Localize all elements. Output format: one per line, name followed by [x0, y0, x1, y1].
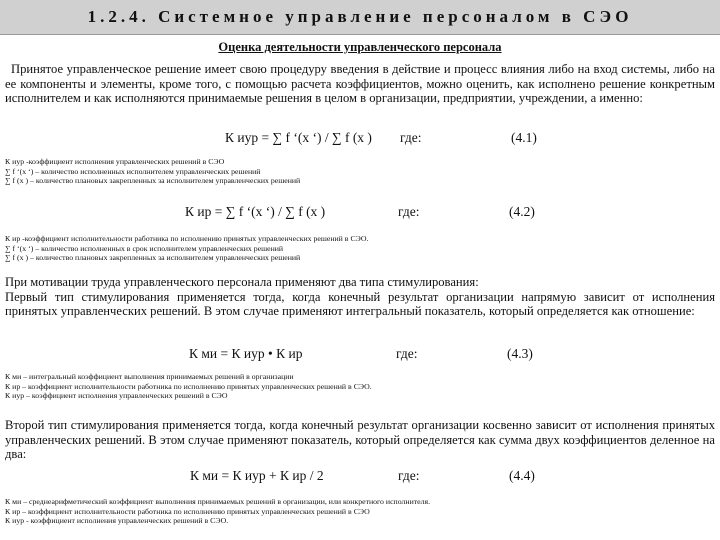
formula-4-3 — [0, 346, 720, 362]
formula-where: где: — [396, 346, 418, 361]
intro-paragraph: Принятое управленческое решение имеет свою процедуру введения в действие и процесс влияния либо на вход системы, либо на ее компоненты и элементы, кроме того, с помощью расчета коэффициентов, можно оценить, как исполнено решение конкретным исполнителем и как исполняются принимаемые решения в целом в организации, предприятии, учреждении, а именно: — [5, 62, 715, 106]
definition-line: К иур – коэффициент исполнения управленческих решений в СЭО — [5, 391, 228, 401]
definitions-4-2 — [5, 234, 715, 263]
formula-number: (4.2) — [509, 204, 535, 219]
definition-line: К иур -коэффициент исполнения управленческих решений в СЭО — [5, 157, 225, 166]
formula-where: где: — [398, 204, 420, 219]
definition-line: К ир – коэффициент исполнительности работника по исполнению принятых управленческих решений в СЭО — [5, 506, 370, 516]
definition-line: К ми – интегральный коэффициент выполнения принимаемых решений в организации — [5, 372, 294, 381]
formula-number: (4.4) — [509, 468, 535, 483]
formula-4-1 — [0, 130, 720, 146]
second-type-paragraph: Второй тип стимулирования применяется тогда, когда конечный результат организации косвенно зависит от исполнения принятых управленческих решений. В этом случае применяют показатель, который определяется как сумма двух коэффициентов деленное на два: — [5, 418, 715, 462]
definition-line: К иур - коэффициент исполнения управленческих решений в СЭО. — [5, 516, 229, 526]
formula-expression: К ми = К иур + К ир / 2 — [190, 468, 324, 483]
definition-line: ∑ f ‘(x ‘) – количество исполненных в срок исполнителем управленческих решений — [5, 243, 284, 253]
formula-number: (4.3) — [507, 346, 533, 361]
definition-line: К ир – коэффициент исполнительности работника по исполнению принятых управленческих решений в СЭО. — [5, 381, 372, 391]
formula-expression: К ир = ∑ f ‘(x ‘) / ∑ f (x ) — [185, 204, 326, 219]
formula-number: (4.1) — [511, 130, 537, 145]
formula-where: где: — [400, 130, 422, 145]
formula-expression: К иур = ∑ f ‘(x ‘) / ∑ f (x ) — [225, 130, 372, 145]
definition-line: ∑ f ‘(x ‘) – количество исполненных исполнителем управленческих решений — [5, 166, 261, 176]
formula-4-4 — [0, 468, 720, 484]
formula-4-2 — [0, 204, 720, 220]
definition-line: ∑ f (x ) – количество плановых закрепленных за исполнителем управленческих решений — [5, 176, 301, 186]
definition-line: К ми – среднеарифметический коэффициент выполнения принимаемых решений в организации, или конкретного исполнителя. — [5, 497, 431, 506]
definitions-4-4 — [5, 497, 715, 526]
definition-line: К ир -коэффициент исполнительности работника по исполнению принятых управленческих решений в СЭО. — [5, 234, 369, 243]
formula-expression: К ми = К иур • К ир — [189, 346, 303, 361]
page-title: 1.2.4. Системное управление персоналом в СЭО — [87, 7, 633, 26]
definitions-4-3 — [5, 372, 715, 401]
motivation-paragraph: При мотивации труда управленческого персонала применяют два типа стимулирования: Первый тип стимулирования применяется тогда, когда конечный результат организации напрямую зависит от исполнения принятых управленческих решений. В этом случае применяют интегральный показатель, который определяется как отношение: — [5, 275, 715, 319]
formula-where: где: — [398, 468, 420, 483]
section-subtitle: Оценка деятельности управленческого персонала — [218, 40, 502, 54]
definition-line: ∑ f (x ) – количество плановых закрепленных за исполнителем управленческих решений — [5, 253, 301, 263]
definitions-4-1 — [5, 157, 715, 186]
title-bar — [0, 0, 720, 35]
